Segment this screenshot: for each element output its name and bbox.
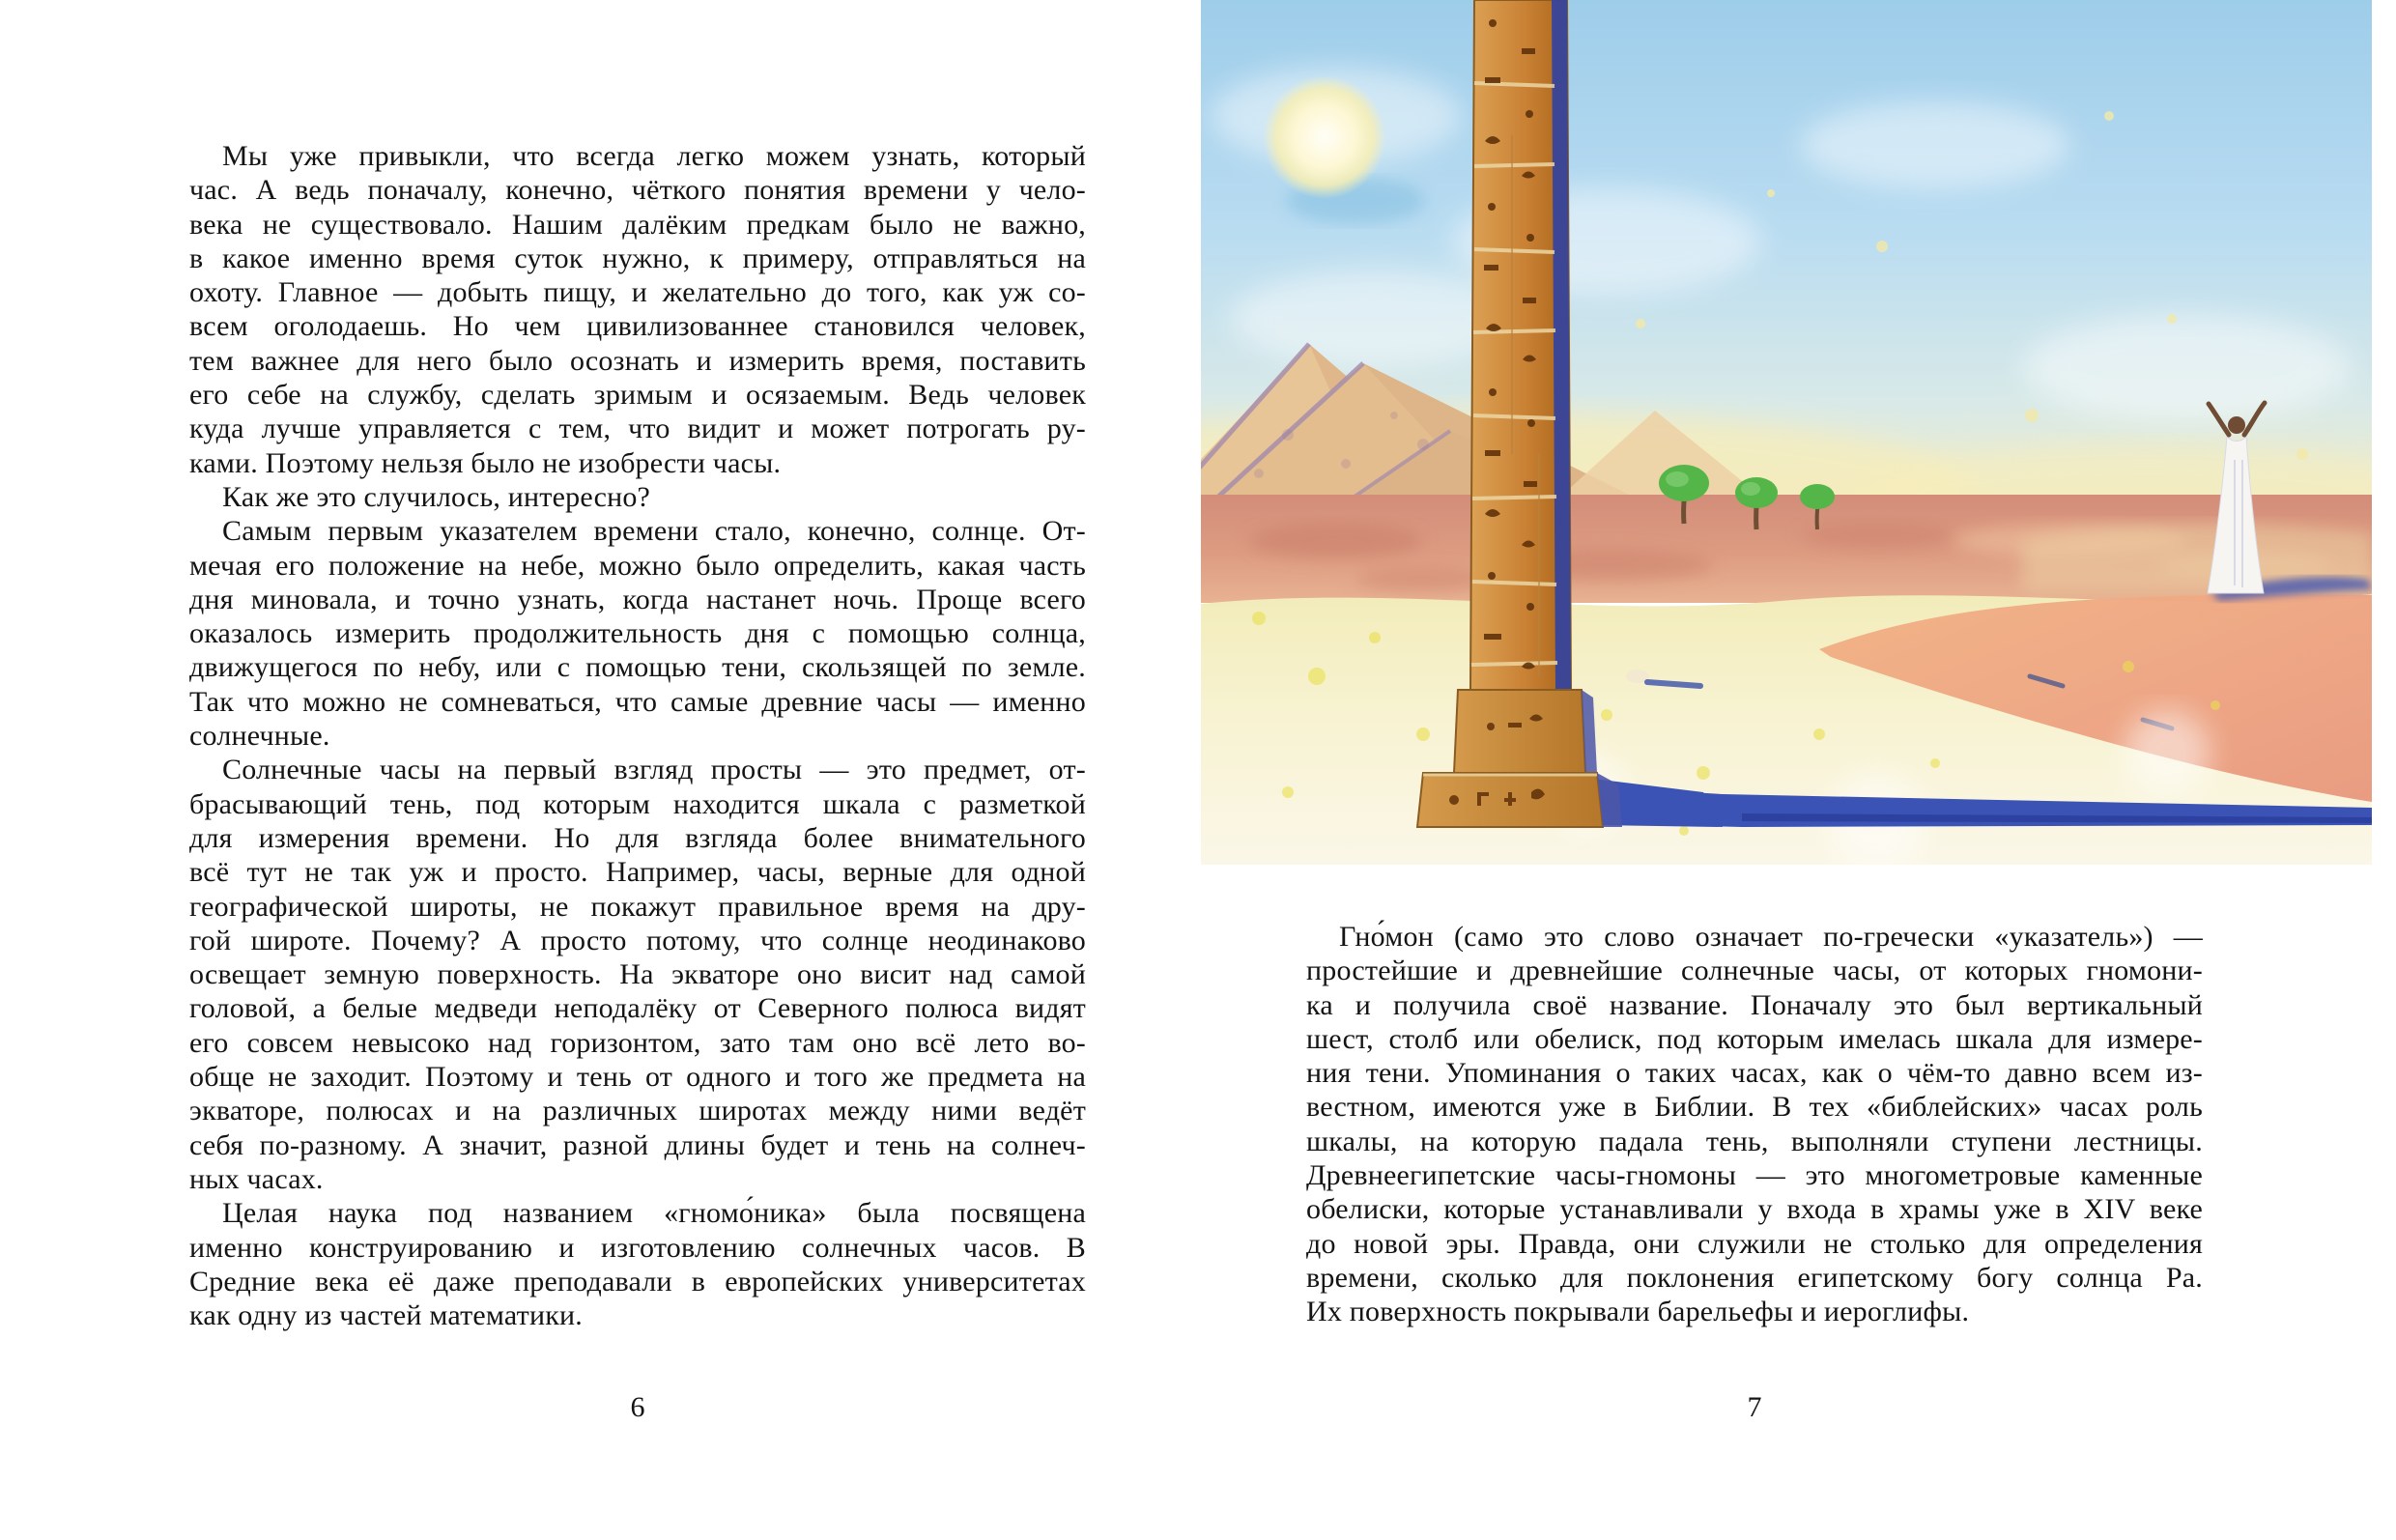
text-line: Солнечные часы на первый взгляд просты — это предмет, от- <box>222 754 1086 786</box>
text-line: его себе на службу, сделать зримым и осязаемым. Ведь человек <box>189 379 1086 412</box>
text-line: простейшие и древнейшие солнечные часы, от которых гномони- <box>1306 955 2203 987</box>
left-text-column <box>189 139 1086 1332</box>
text-line: как одну из частей математики. <box>189 1299 583 1332</box>
text-line: солнечные. <box>189 720 330 753</box>
text-line: головой, а белые медведи неподалёку от Северного полюса видят <box>189 992 1086 1025</box>
text-line: мечая его положение на небе, можно было определить, какая часть <box>189 549 1086 582</box>
text-line: Самым первым указателем времени стало, конечно, солнце. От- <box>222 515 1086 548</box>
text-line: обелиски, которые устанавливали у входа в храмы уже в XIV веке <box>1306 1193 2203 1226</box>
small-stone-shadow <box>1647 682 1700 686</box>
text-line: брасывающий тень, под которым находится шкала с разметкой <box>189 787 1086 820</box>
text-line: Так что можно не сомневаться, что самые древние часы — именно <box>189 685 1086 718</box>
sun <box>1263 75 1386 199</box>
text-line: час. А ведь поначалу, конечно, чёткого понятия времени у чело- <box>189 174 1086 207</box>
text-line: обще не заходит. Поэтому и тень от одного и того же предмета на <box>189 1061 1086 1094</box>
text-line: географической широты, не покажут правильное время на дру- <box>189 890 1086 923</box>
illustration-canvas <box>1201 0 2372 865</box>
text-line: Мы уже привыкли, что всегда легко можем узнать, который <box>222 140 1086 172</box>
text-line: ками. Поэтому нельзя было не изобрести часы. <box>189 446 782 479</box>
text-line: всем оголодаешь. Но чем цивилизованнее становился человек, <box>189 310 1086 343</box>
text-line: шкалы, на которую падала тень, выполняли ступени лестницы. <box>1306 1125 2203 1157</box>
text-line: Древнеегипетские часы-гномоны — это многометровые каменные <box>1306 1159 2203 1192</box>
text-line: в какое именно время суток нужно, к примеру, отправляться на <box>189 242 1086 274</box>
text-line: куда лучше управляется с тем, что видит и может потрогать ру- <box>189 413 1086 445</box>
text-line: охоту. Главное — добыть пищу, и желательно до того, как уж со- <box>189 276 1086 309</box>
right-text-column <box>1306 920 2203 1329</box>
obelisk-pedestal <box>1454 690 1585 773</box>
text-line: себя по-разному. А значит, разной длины будет и тень на солнеч- <box>189 1128 1086 1161</box>
text-line: всё тут не так уж и просто. Например, часы, верные для одной <box>189 856 1086 889</box>
text-line: ных часах. <box>189 1162 324 1195</box>
text-line: Целая наука под названием «гномо́ника» была посвящена <box>222 1197 1086 1230</box>
text-line: времени, сколько для поклонения египетскому богу солнца Ра. <box>1306 1261 2203 1294</box>
obelisk-desert-illustration <box>1201 0 2372 865</box>
text-line: Гно́мон (само это слово означает по-гречески «указатель») — <box>1339 921 2203 953</box>
text-line: гой широте. Почему? А просто потому, что солнце неодинаково <box>189 924 1086 956</box>
text-line: тем важнее для него было осознать и измерить время, поставить <box>189 344 1086 377</box>
text-line: до новой эры. Правда, они служили не столько для определения <box>1306 1227 2203 1260</box>
text-line: Средние века её даже преподавали в европейских университетах <box>189 1265 1086 1298</box>
text-line: вестном, имеются уже в Библии. В тех «библейских» часах роль <box>1306 1091 2203 1124</box>
text-line: экваторе, полюсах и на различных широтах между ними ведёт <box>189 1095 1086 1127</box>
text-line: освещает земную поверхность. На экваторе оно висит над самой <box>189 958 1086 991</box>
page-number-left: 6 <box>630 1391 645 1423</box>
text-line: ния тени. Упоминания о таких часах, как о чём-то давно всем из- <box>1306 1057 2203 1090</box>
text-line: Как же это случилось, интересно? <box>222 480 651 513</box>
page-number-right: 7 <box>1747 1391 1762 1423</box>
text-line: его совсем невысоко над горизонтом, зато там оно всё лето во- <box>189 1026 1086 1059</box>
text-line: именно конструированию и изготовлению солнечных часов. В <box>189 1231 1086 1264</box>
text-line: оказалось измерить продолжительность дня с помощью солнца, <box>189 617 1086 650</box>
text-line: дня миновала, и точно узнать, когда настанет ночь. Проще всего <box>189 583 1086 615</box>
text-line: движущегося по небу, или с помощью тени, скользящей по земле. <box>189 651 1086 684</box>
text-line: шест, столб или обелиск, под которым имелась шкала для измере- <box>1306 1022 2203 1055</box>
text-line: ка и получила своё название. Поначалу это был вертикальный <box>1306 988 2203 1021</box>
text-line: века не существовало. Нашим далёким предкам было не важно, <box>189 208 1086 241</box>
figure-head <box>2228 416 2245 434</box>
text-line: для измерения времени. Но для взгляда более внимательного <box>189 821 1086 854</box>
text-line: Их поверхность покрывали барельефы и иероглифы. <box>1306 1296 1970 1328</box>
